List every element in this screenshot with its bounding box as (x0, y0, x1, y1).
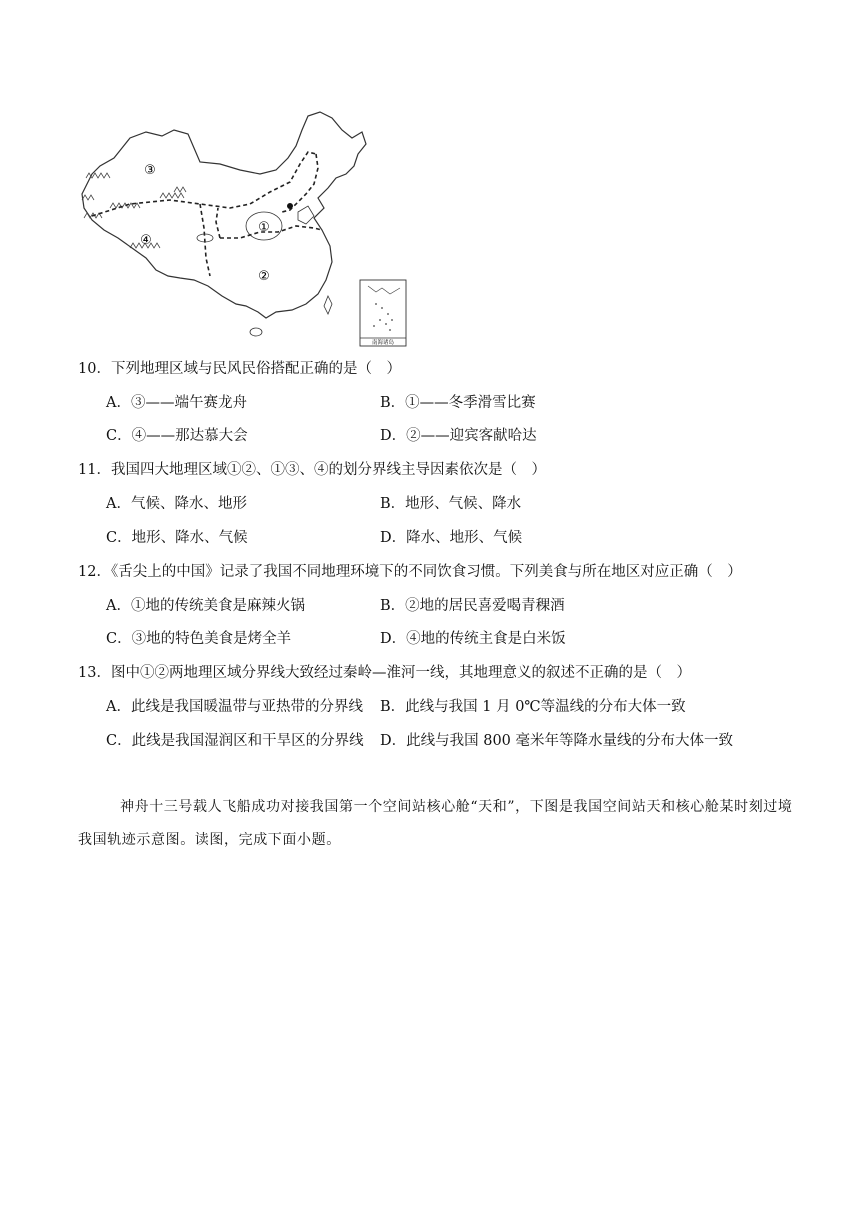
question-13-option-d[interactable]: D．此线与我国 800 毫米年等降水量线的分布大体一致 (380, 733, 734, 749)
question-12-option-b[interactable]: B．②地的居民喜爱喝青稞酒 (380, 598, 565, 614)
question-12-option-d[interactable]: D．④地的传统主食是白米饭 (380, 631, 566, 647)
question-10-option-c[interactable]: C．④——那达慕大会 (106, 428, 248, 444)
question-13-option-b[interactable]: B．此线与我国 1 月 0℃等温线的分布大体一致 (380, 699, 686, 715)
question-10-stem: 10．下列地理区域与民风民俗搭配正确的是（ ） (78, 361, 401, 377)
region-label-3: ③ (144, 163, 156, 178)
question-13-option-c[interactable]: C．此线是我国湿润区和干旱区的分界线 (106, 733, 364, 749)
inset-label: 南海诸岛 (371, 340, 395, 346)
question-13-option-a[interactable]: A．此线是我国暖温带与亚热带的分界线 (106, 699, 363, 715)
inset-box (360, 280, 406, 346)
question-11-option-a[interactable]: A．气候、降水、地形 (106, 496, 247, 512)
question-12-option-c[interactable]: C．③地的特色美食是烤全羊 (106, 631, 292, 647)
bohai-sea (298, 206, 314, 224)
inset-coast (368, 286, 400, 294)
question-11-option-d[interactable]: D．降水、地形、气候 (380, 530, 523, 546)
capital-dot (287, 203, 293, 209)
region-label-2: ② (258, 269, 270, 284)
question-10-option-b[interactable]: B．①——冬季滑雪比赛 (380, 395, 536, 411)
china-regions-map (70, 108, 420, 348)
china-outline (82, 112, 366, 318)
hainan-island (250, 328, 262, 336)
question-13-stem: 13．图中①②两地理区域分界线大致经过秦岭—淮河一线，其地理意义的叙述不正确的是（ ） (78, 665, 691, 681)
region-label-1: ① (258, 220, 270, 235)
question-12-stem: 12．《舌尖上的中国》记录了我国不同地理环境下的不同饮食习惯。下列美食与所在地区对应正确（ ） (78, 564, 742, 580)
taiwan-island (324, 296, 332, 314)
question-11-stem: 11．我国四大地理区域①②、①③、④的划分界线主导因素依次是（ ） (78, 462, 546, 478)
region-boundaries (92, 152, 322, 276)
question-10-option-a[interactable]: A．③——端午赛龙舟 (106, 395, 247, 411)
question-11-option-c[interactable]: C．地形、降水、气候 (106, 530, 248, 546)
reading-passage (78, 791, 798, 857)
question-12-option-a[interactable]: A．①地的传统美食是麻辣火锅 (106, 598, 305, 614)
mountain-symbols (82, 173, 186, 248)
region-label-4: ④ (140, 233, 152, 248)
question-11-option-b[interactable]: B．地形、气候、降水 (380, 496, 522, 512)
inset-islands (373, 303, 393, 331)
question-10-option-d[interactable]: D．②——迎宾客献哈达 (380, 428, 537, 444)
passage-text: 神舟十三号载人飞船成功对接我国第一个空间站核心舱“天和”，下图是我国空间站天和核心舱某时刻过境我国轨迹示意图。读图，完成下面小题。 (78, 799, 793, 848)
